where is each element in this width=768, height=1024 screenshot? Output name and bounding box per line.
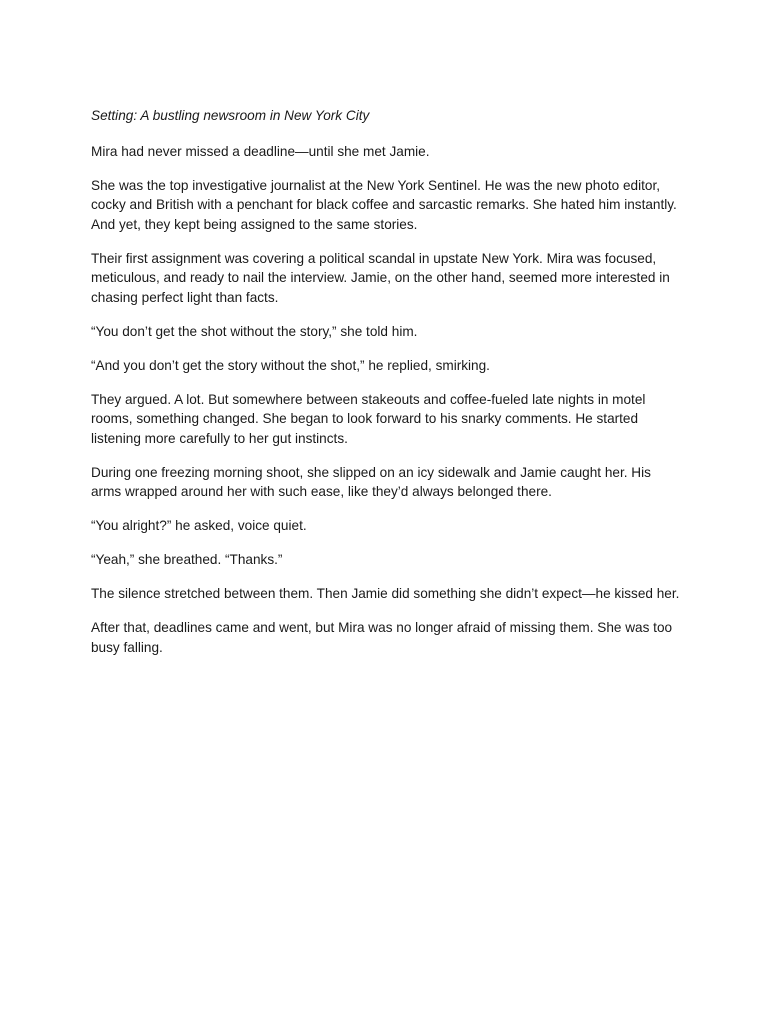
paragraph: “Yeah,” she breathed. “Thanks.” — [91, 552, 283, 567]
paragraph: “And you don’t get the story without the shot,” he replied, smirking. — [91, 357, 490, 373]
paragraph: “You don’t get the shot without the story,” she told him. — [91, 323, 418, 339]
paragraph: After that, deadlines came and went, but Mira was no longer afraid of missing them. She was too busy falling. — [91, 620, 673, 655]
paragraph: She was the top investigative journalist at the New York Sentinel. He was the new photo editor, cocky and British with a penchant for black coffee and sarcastic remarks. She hated him instantly. And yet, they kept being assigned to the same stories. — [91, 177, 677, 232]
paragraph: The silence stretched between them. Then Jamie did something she didn’t expect—he kissed her. — [91, 586, 680, 601]
paragraph: Mira had never missed a deadline—until she met Jamie. — [91, 143, 430, 159]
paragraph: They argued. A lot. But somewhere between stakeouts and coffee-fueled late nights in motel rooms, something changed. She began to look forward to his snarky comments. He started listening more carefully to her gut instincts. — [91, 391, 646, 446]
document-page — [91, 106, 681, 672]
paragraph: “You alright?” he asked, voice quiet. — [91, 518, 307, 533]
paragraph: Their first assignment was covering a political scandal in upstate New York. Mira was focused, meticulous, and ready to nail the interview. Jamie, on the other hand, seemed more interested in chasing perfect light than facts. — [91, 250, 670, 305]
paragraph: During one freezing morning shoot, she slipped on an icy sidewalk and Jamie caught her. His arms wrapped around her with such ease, like they’d always belonged there. — [91, 464, 651, 499]
setting-line: Setting: A bustling newsroom in New York City — [91, 108, 370, 123]
